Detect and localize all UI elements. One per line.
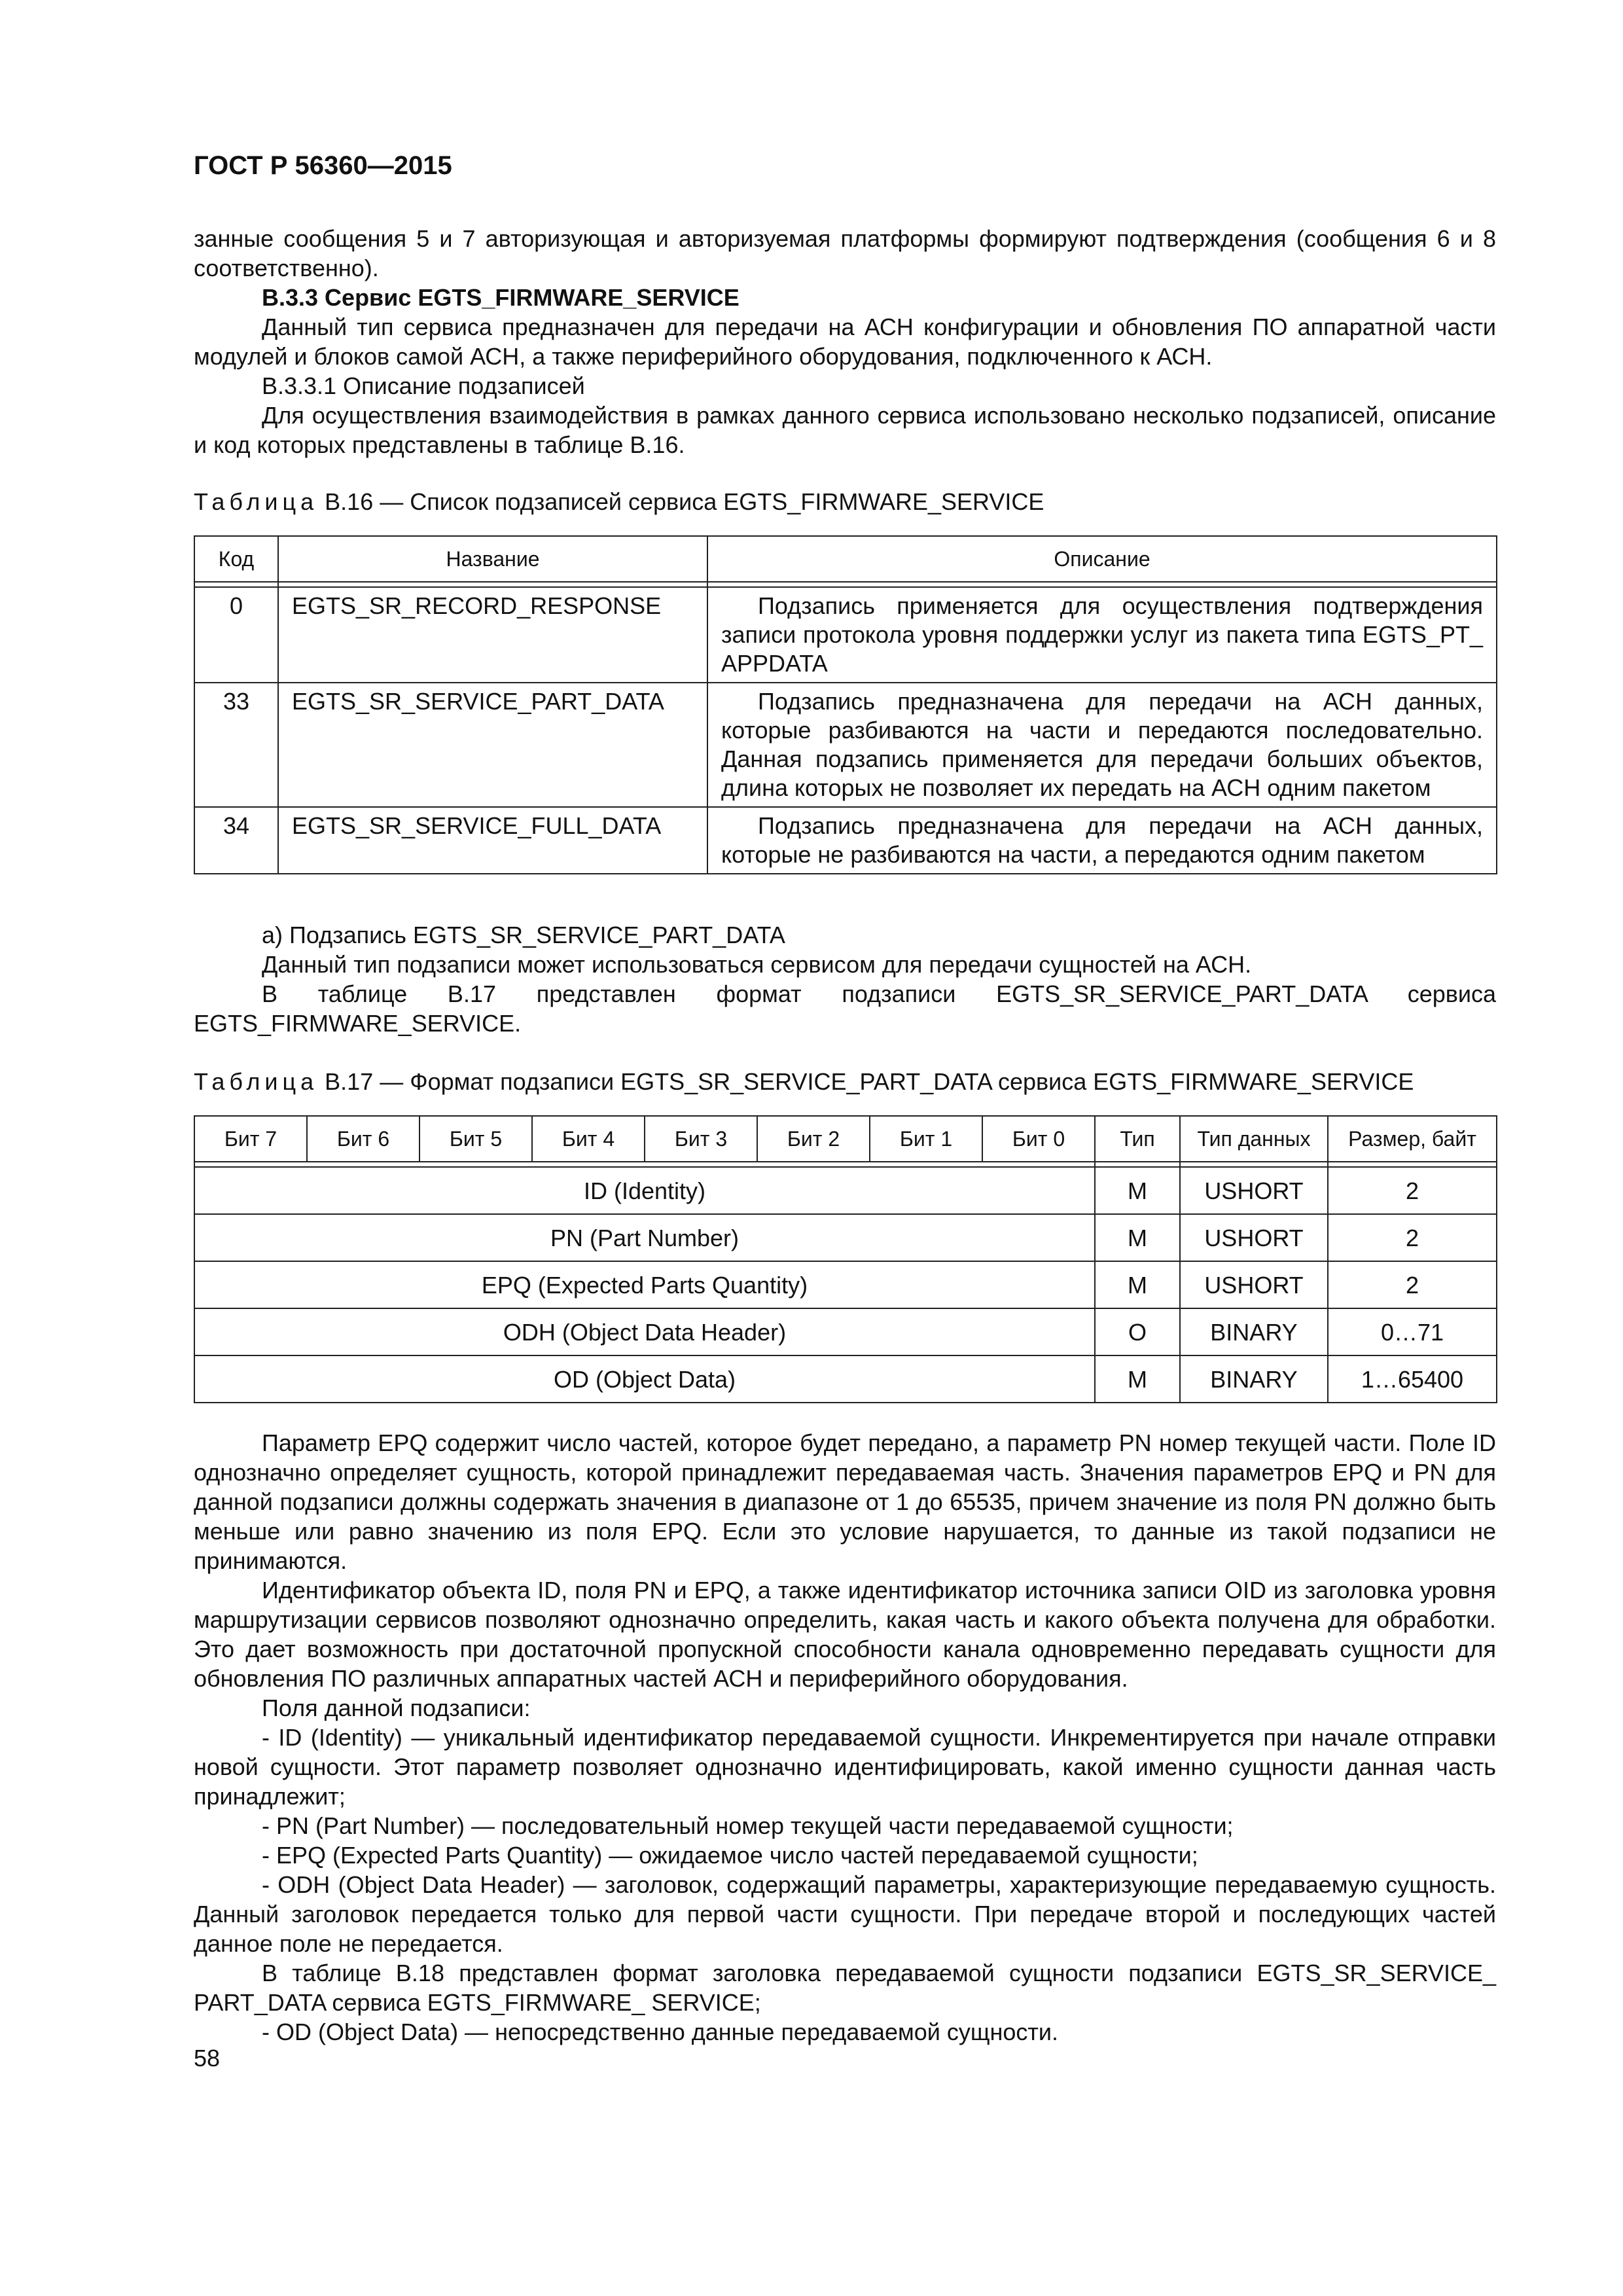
table17-header-bit2: Бит 2 (757, 1116, 870, 1162)
table17-header-row (194, 1116, 1497, 1162)
list-item: - PN (Part Number) — последовательный номер текущей части передаваемой сущности; (262, 1812, 1234, 1839)
table17-cell-size: 1…65400 (1328, 1355, 1497, 1403)
table16-cell-description (707, 807, 1497, 874)
intro-section (194, 224, 1496, 459)
body-section (194, 1428, 1496, 2047)
intro-paragraph-subrecords: Для осуществления взаимодействия в рамках данного сервиса использовано несколько подзаписей, описание и код которых представлены в таблице В.16. (194, 402, 1496, 458)
table16-header-code: Код (194, 536, 278, 582)
table16-caption-text: В.16 — Список подзаписей сервиса EGTS_FIRMWARE_SERVICE (318, 488, 1044, 515)
list-item: - EPQ (Expected Parts Quantity) — ожидаемое число частей передаваемой сущности; (262, 1842, 1198, 1869)
document-header-title: ГОСТ Р 56360—2015 (194, 151, 452, 180)
intro-paragraph-service: Данный тип сервиса предназначен для передачи на АСН конфигурации и обновления ПО аппаратной части модулей и блоков самой АСН, а также периферийного оборудования, подключенного к АСН. (194, 314, 1496, 370)
table17-cell-field: OD (Object Data) (194, 1355, 1095, 1403)
body-paragraph-fields-intro: Поля данной подзаписи: (262, 1695, 531, 1721)
table-row (194, 1355, 1497, 1403)
table16-header-name: Название (278, 536, 707, 582)
table17-header-bit3: Бит 3 (645, 1116, 757, 1162)
table17-header-bit1: Бит 1 (870, 1116, 982, 1162)
table16-header-description: Описание (707, 536, 1497, 582)
table-row (194, 807, 1497, 874)
table17-cell-datatype: USHORT (1180, 1167, 1328, 1214)
table16-cell-name: EGTS_SR_RECORD_RESPONSE (278, 587, 707, 683)
table16-cell-name: EGTS_SR_SERVICE_PART_DATA (278, 683, 707, 807)
table17-header-bit5: Бит 5 (419, 1116, 532, 1162)
table17-cell-field: EPQ (Expected Parts Quantity) (194, 1261, 1095, 1308)
part-a-title: а) Подзапись EGTS_SR_SERVICE_PART_DATA (262, 922, 785, 948)
subrecord-list-table (194, 535, 1497, 874)
table-row (194, 1167, 1497, 1214)
table17-cell-field: ODH (Object Data Header) (194, 1308, 1095, 1355)
body-paragraph-table18-ref: В таблице В.18 представлен формат заголовка передаваемой сущности подзаписи EGTS_SR_SERVICE_ PART_DATA сервиса EGTS_FIRMWARE_ SERVICE; (194, 1960, 1496, 2016)
body-paragraph-epq: Параметр EPQ содержит число частей, которое будет передано, а параметр PN номер текущей части. Поле ID однозначно определяет сущность, которой принадлежит передаваемая часть. Значения параметров EPQ и PN для данной подзаписи должны содержать значения в диапазоне от 1 до 65535, причем значение из поля PN должно быть меньше или равно значению из поля EPQ. Если это условие нарушается, то данные из такой подзаписи не принимаются. (194, 1429, 1496, 1574)
table16-cell-code: 0 (194, 587, 278, 683)
table17-header-bit6: Бит 6 (307, 1116, 419, 1162)
table16-description-text: Подзапись применяется для осуществления подтверждения записи протокола уровня поддержки услуг из пакета типа EGTS_PT_ APPDATA (721, 592, 1483, 677)
table17-header-bit7: Бит 7 (194, 1116, 307, 1162)
table17-cell-datatype: USHORT (1180, 1261, 1328, 1308)
table16-header-gap (194, 582, 1497, 587)
table17-caption-text: В.17 — Формат подзаписи EGTS_SR_SERVICE_PART_DATA сервиса EGTS_FIRMWARE_SERVICE (318, 1068, 1414, 1095)
table-row (194, 1261, 1497, 1308)
table17-cell-field: ID (Identity) (194, 1167, 1095, 1214)
table17-cell-field: PN (Part Number) (194, 1214, 1095, 1261)
table17-cell-datatype: BINARY (1180, 1355, 1328, 1403)
list-item: - ID (Identity) — уникальный идентификатор передаваемой сущности. Инкрементируется при начале отправки новой сущности. Этот параметр позволяет однозначно идентифицировать, какой именно сущности данная часть принадлежит; (194, 1724, 1496, 1810)
body-paragraph-identifier: Идентификатор объекта ID, поля PN и EPQ, а также идентификатор источника записи OID из заголовка уровня маршрутизации сервисов позволяют однозначно определить, какая часть и какого объекта получена для обработки. Это дает возможность при достаточной пропускной способности канала одновременно передавать сущности для обновления ПО различных аппаратных частей АСН и периферийного оборудования. (194, 1577, 1496, 1692)
table17-header-bit4: Бит 4 (532, 1116, 645, 1162)
list-item: - OD (Object Data) — непосредственно данные передаваемой сущности. (262, 2018, 1059, 2045)
table17-wrapper (194, 1115, 1496, 1403)
subrecord-format-table (194, 1115, 1497, 1403)
table-row (194, 683, 1497, 807)
table17-cell-size: 2 (1328, 1261, 1497, 1308)
table16-caption-prefix: Таблица (194, 488, 319, 515)
table16-description-text: Подзапись предназначена для передачи на АСН данных, которые разбиваются на части и передаются последовательно. Данная подзапись применяется для передачи больших объектов, длина которых не позволяет их передать на АСН одним пакетом (721, 688, 1483, 801)
table17-header-bit0: Бит 0 (982, 1116, 1095, 1162)
table17-cell-datatype: USHORT (1180, 1214, 1328, 1261)
table16-header-row (194, 536, 1497, 582)
part-a-paragraph-1: Данный тип подзаписи может использоваться сервисом для передачи сущностей на АСН. (262, 951, 1252, 978)
table17-cell-type: M (1095, 1167, 1180, 1214)
section-heading-b33: В.3.3 Сервис EGTS_FIRMWARE_SERVICE (262, 284, 740, 311)
table-row (194, 587, 1497, 683)
part-a-section (194, 920, 1496, 1038)
list-item: - ODH (Object Data Header) — заголовок, содержащий параметры, характеризующие передаваемую сущность. Данный заголовок передается только для первой части сущности. При передаче второй и последующих частей данное поле не передается. (194, 1871, 1496, 1957)
table16-description-text: Подзапись предназначена для передачи на АСН данных, которые не разбиваются на части, а передаются одним пакетом (721, 812, 1483, 868)
table17-cell-type: M (1095, 1261, 1180, 1308)
section-heading-b331: В.3.3.1 Описание подзаписей (262, 372, 585, 399)
table17-cell-type: O (1095, 1308, 1180, 1355)
table17-header-type: Тип (1095, 1116, 1180, 1162)
table17-header-datatype: Тип данных (1180, 1116, 1328, 1162)
table17-cell-size: 2 (1328, 1167, 1497, 1214)
table-row (194, 1214, 1497, 1261)
table16-cell-description (707, 683, 1497, 807)
table16-cell-code: 33 (194, 683, 278, 807)
table16-wrapper (194, 535, 1496, 874)
table17-cell-type: M (1095, 1214, 1180, 1261)
table17-cell-size: 0…71 (1328, 1308, 1497, 1355)
page-number: 58 (194, 2045, 221, 2072)
part-a-paragraph-2: В таблице В.17 представлен формат подзаписи EGTS_SR_SERVICE_PART_DATA сервиса EGTS_FIRMWARE_SERVICE. (194, 980, 1496, 1037)
table17-caption-prefix: Таблица (194, 1068, 319, 1095)
table16-cell-code: 34 (194, 807, 278, 874)
table16-cell-name: EGTS_SR_SERVICE_FULL_DATA (278, 807, 707, 874)
table17-cell-datatype: BINARY (1180, 1308, 1328, 1355)
table17-cell-type: M (1095, 1355, 1180, 1403)
table17-header-size: Размер, байт (1328, 1116, 1497, 1162)
intro-paragraph-continuation: занные сообщения 5 и 7 авторизующая и авторизуемая платформы формируют подтверждения (сообщения 6 и 8 соответственно). (194, 225, 1496, 281)
table17-cell-size: 2 (1328, 1214, 1497, 1261)
table17-header-gap (194, 1162, 1497, 1167)
table-row (194, 1308, 1497, 1355)
table16-cell-description (707, 587, 1497, 683)
table17-caption (194, 1067, 1496, 1096)
table16-caption (194, 487, 1496, 516)
